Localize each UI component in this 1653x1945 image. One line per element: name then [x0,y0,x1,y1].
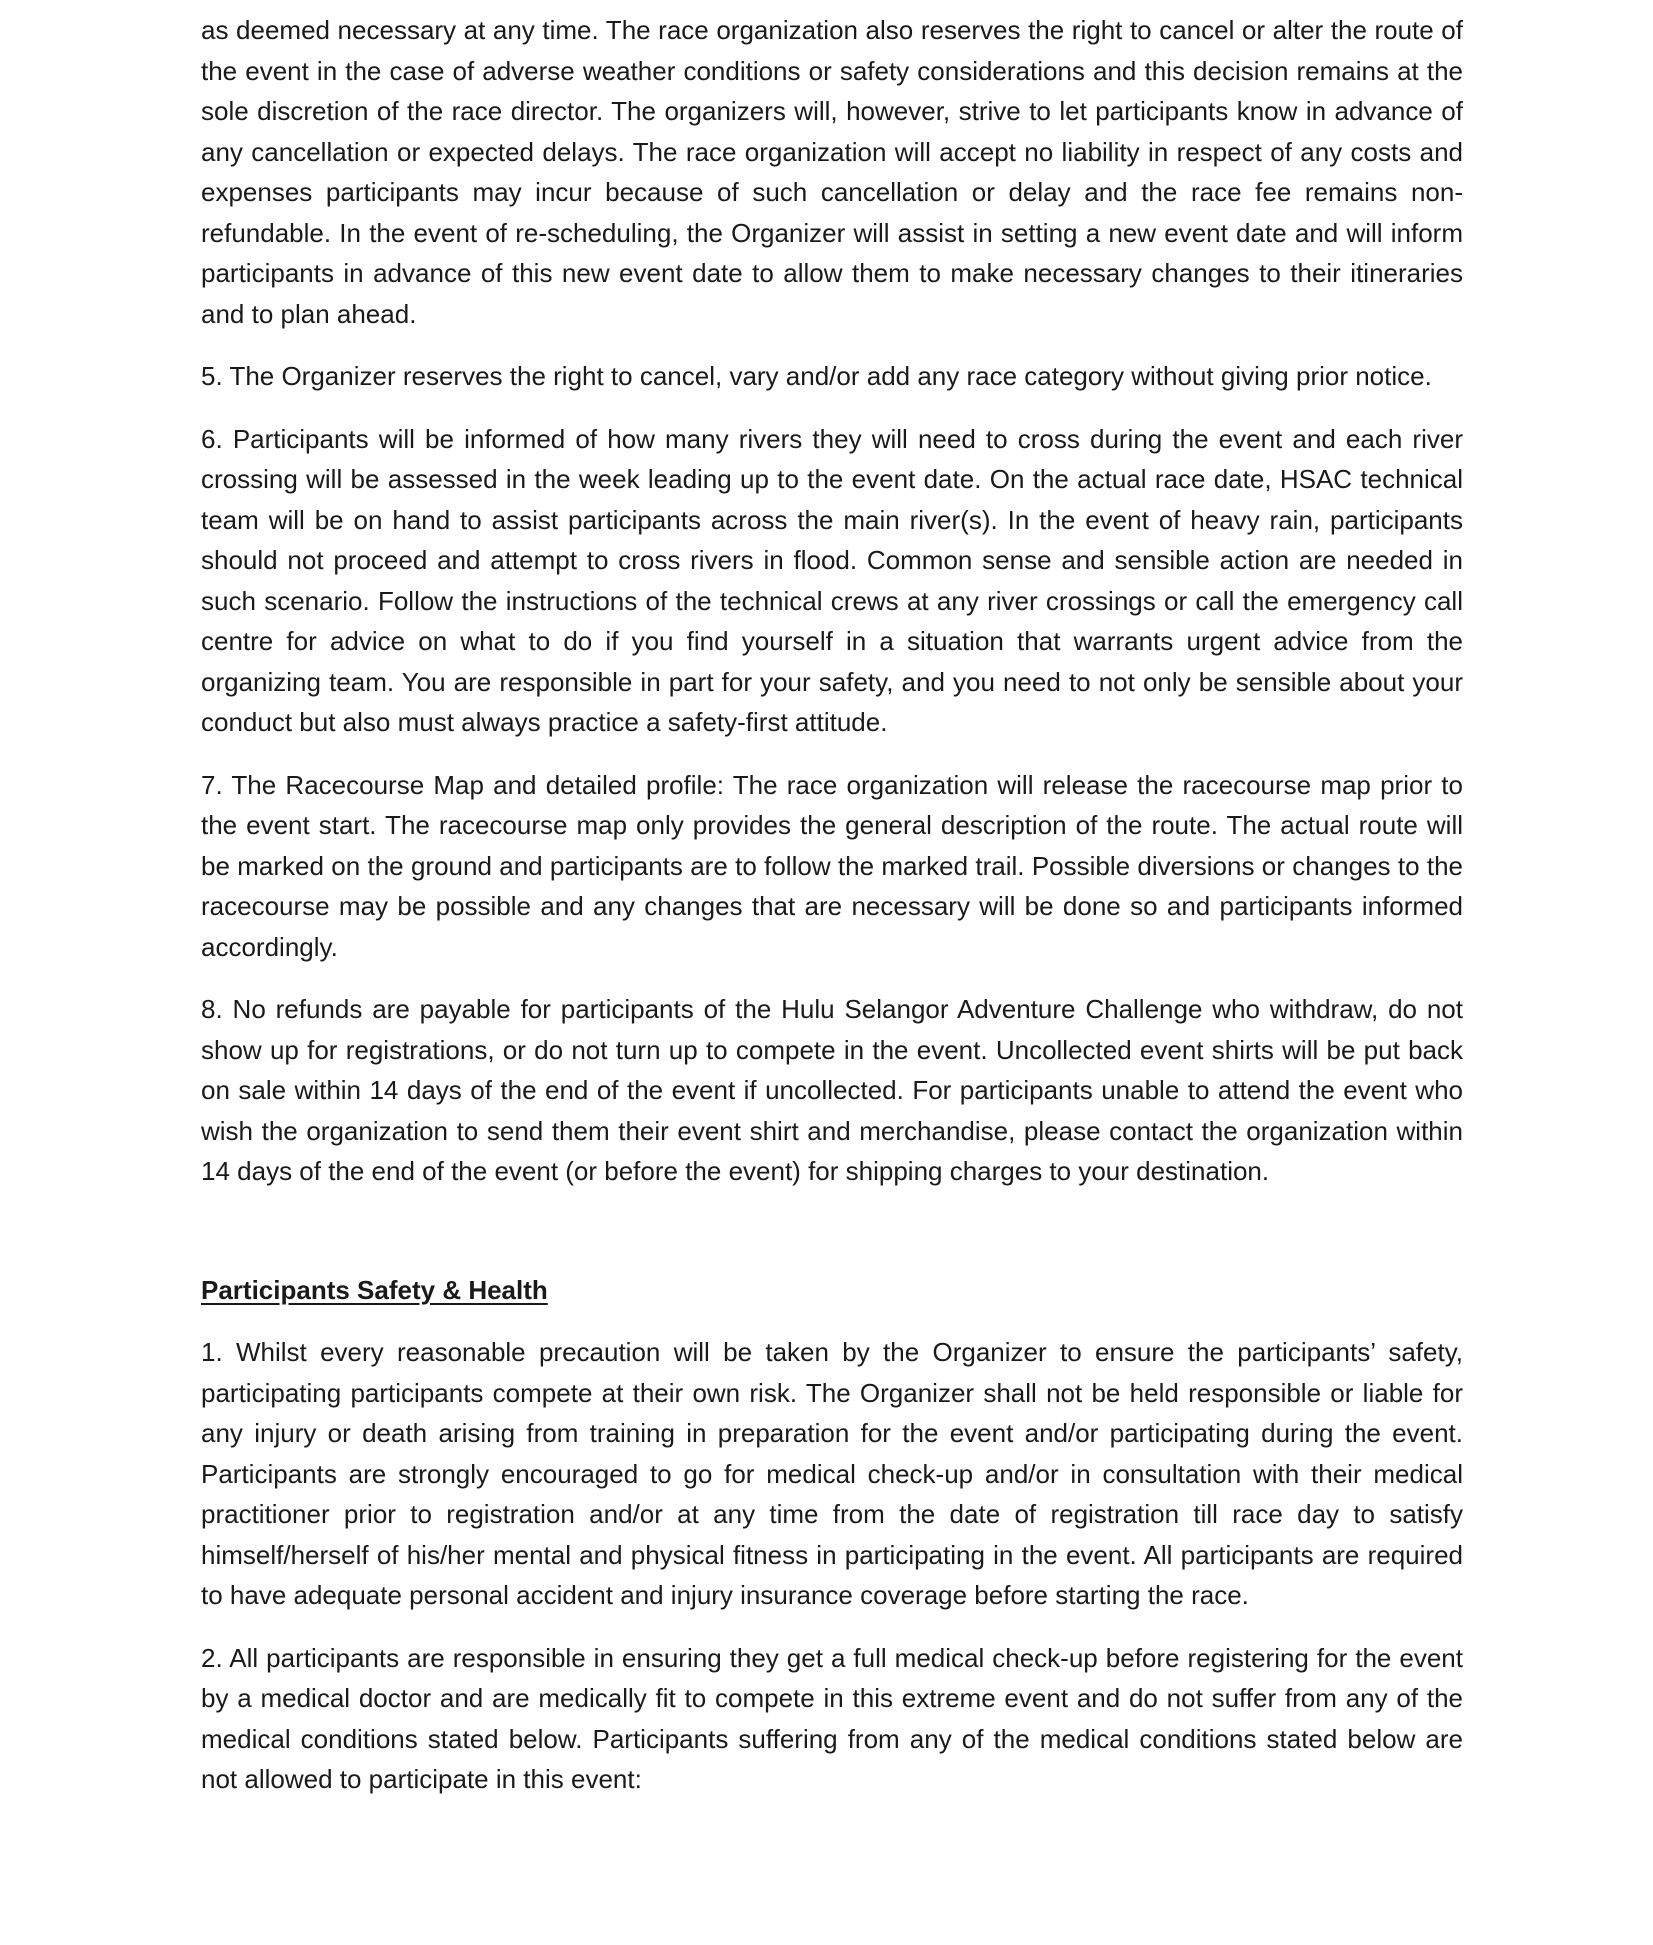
paragraph-race-alteration: as deemed necessary at any time. The race organization also reserves the right to cancel or alter the route of the event in the case of adverse weather conditions or safety considerations and this decision remains at the sole discretion of the race director. The organizers will, however, strive to let participants know in advance of any cancellation or expected delays. The race organization will accept no liability in respect of any costs and expenses participants may incur because of such cancellation or delay and the race fee remains non-refundable. In the event of re-scheduling, the Organizer will assist in setting a new event date and will inform participants in advance of this new event date to allow them to make necessary changes to their itineraries and to plan ahead. [201,15,1463,329]
paragraph-item-8: 8. No refunds are payable for participants of the Hulu Selangor Adventure Challenge who withdraw, do not show up for registrations, or do not turn up to compete in the event. Uncollected event shirts will be put back on sale within 14 days of the end of the event if uncollected. For participants unable to attend the event who wish the organization to send them their event shirt and merchandise, please contact the organization within 14 days of the end of the event (or before the event) for shipping charges to your destination. [201,994,1463,1186]
paragraph-safety-1: 1. Whilst every reasonable precaution will be taken by the Organizer to ensure the participants’ safety, participating participants compete at their own risk. The Organizer shall not be held responsible or liable for any injury or death arising from training in preparation for the event and/or participating during the event. Participants are strongly encouraged to go for medical check-up and/or in consultation with their medical practitioner prior to registration and/or at any time from the date of registration till race day to satisfy himself/herself of his/her mental and physical fitness in participating in the event. All participants are required to have adequate personal accident and injury insurance coverage before starting the race. [201,1337,1463,1610]
paragraph-item-6: 6. Participants will be informed of how many rivers they will need to cross during the event and each river crossing will be assessed in the week leading up to the event date. On the actual race date, HSAC technical team will be on hand to assist participants across the main river(s). In the event of heavy rain, participants should not proceed and attempt to cross rivers in flood. Common sense and sensible action are needed in such scenario. Follow the instructions of the technical crews at any river crossings or call the emergency call centre for advice on what to do if you find yourself in a situation that warrants urgent advice from the organizing team. You are responsible in part for your safety, and you need to not only be sensible about your conduct but also must always practice a safety-first attitude. [201,423,1463,737]
paragraph-safety-2: 2. All participants are responsible in ensuring they get a full medical check-up before registering for the event by a medical doctor and are medically fit to compete in this extreme event and do not suffer from any of the medical conditions stated below. Participants suffering from any of the medical conditions stated below are not allowed to participate in this event: [201,1642,1463,1794]
section-heading-safety-health: Participants Safety & Health [201,1274,548,1305]
paragraph-item-5: 5. The Organizer reserves the right to cancel, vary and/or add any race category without giving prior notice. [201,361,1432,391]
paragraph-item-7: 7. The Racecourse Map and detailed profile: The race organization will release the racecourse map prior to the event start. The racecourse map only provides the general description of the route. The actual route will be marked on the ground and participants are to follow the marked trail. Possible diversions or changes to the racecourse may be possible and any changes that are necessary will be done so and participants informed accordingly. [201,769,1463,962]
document-page [201,10,1463,1822]
